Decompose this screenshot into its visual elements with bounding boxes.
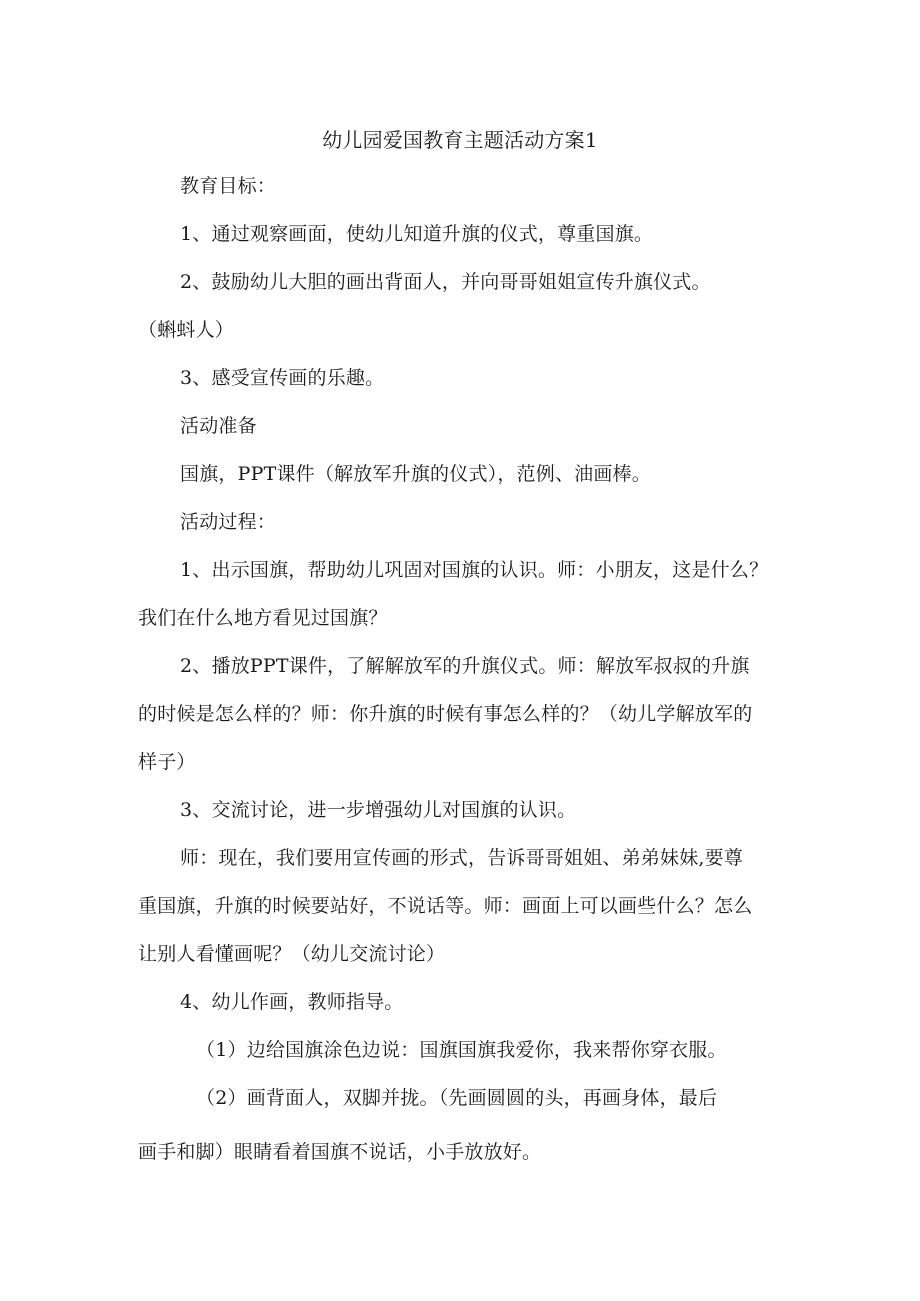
paragraph-line: 1、通过观察画面，使幼儿知道升旗的仪式，尊重国旗。 bbox=[180, 223, 654, 245]
section-heading: 活动准备 bbox=[180, 415, 257, 437]
paragraph-line: 重国旗，升旗的时候要站好，不说话等。师：画面上可以画些什么？怎么 bbox=[138, 895, 753, 917]
paragraph-line: （蝌蚪人） bbox=[138, 319, 235, 341]
document-title: 幼儿园爱国教育主题活动方案1 bbox=[322, 128, 598, 152]
paragraph-line: 画手和脚）眼睛看着国旗不说话，小手放放好。 bbox=[138, 1141, 542, 1163]
paragraph-line: （2）画背面人，双脚并拢。（先画圆圆的头，再画身体，最后 bbox=[196, 1087, 718, 1109]
paragraph-line: 2、鼓励幼儿大胆的画出背面人，并向哥哥姐姐宣传升旗仪式。 bbox=[180, 271, 711, 293]
section-heading: 活动过程： bbox=[180, 511, 277, 533]
paragraph-line: 的时候是怎么样的？师：你升旗的时候有事怎么样的？（幼儿学解放军的 bbox=[138, 703, 753, 725]
paragraph-line: 4、幼儿作画，教师指导。 bbox=[180, 991, 404, 1013]
paragraph-line: 师：现在，我们要用宣传画的形式，告诉哥哥姐姐、弟弟妹妹,要尊 bbox=[180, 847, 744, 869]
paragraph-line: 样子） bbox=[138, 751, 196, 773]
paragraph-line: 3、交流讨论，进一步增强幼儿对国旗的认识。 bbox=[180, 799, 577, 821]
paragraph-line: 让别人看懂画呢？（幼儿交流讨论） bbox=[138, 943, 446, 965]
paragraph-line: 我们在什么地方看见过国旗？ bbox=[138, 607, 388, 629]
paragraph-line: 1、出示国旗，帮助幼儿巩固对国旗的认识。师：小朋友，这是什么？ bbox=[180, 559, 769, 581]
paragraph-line: 3、感受宣传画的乐趣。 bbox=[180, 367, 385, 389]
paragraph-line: 2、播放PPT课件，了解解放军的升旗仪式。师：解放军叔叔的升旗 bbox=[180, 655, 750, 677]
paragraph-line: 国旗，PPT课件（解放军升旗的仪式），范例、油画棒。 bbox=[180, 463, 651, 485]
paragraph-line: 教育目标： bbox=[180, 175, 277, 197]
paragraph-line: （1）边给国旗涂色边说：国旗国旗我爱你，我来帮你穿衣服。 bbox=[196, 1039, 727, 1061]
